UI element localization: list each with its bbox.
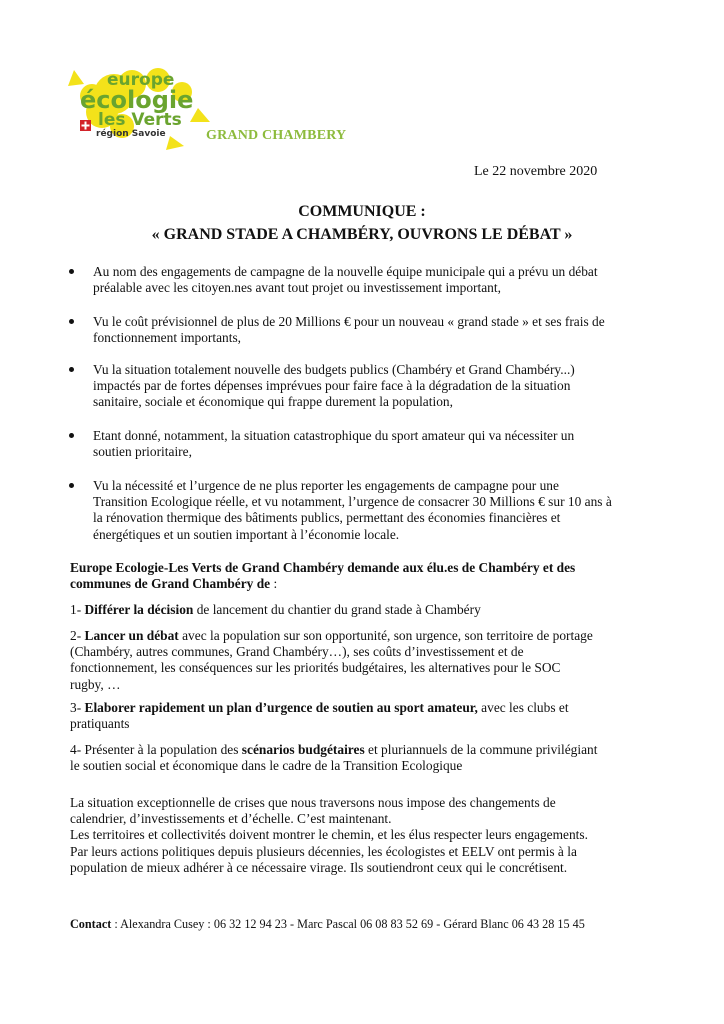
bullet-item [93, 264, 663, 296]
contact-line [70, 917, 585, 932]
demand-item-3 [70, 700, 670, 732]
bullet-line: sanitaire, sociale et économique qui frappe durement la population, [93, 394, 453, 410]
bullet-line: Transition Ecologique réelle, et vu notamment, l’urgence de consacrer 30 Millions € sur 10 ans à [93, 494, 612, 510]
item-line: le soutien social et économique dans le cadre de la Transition Ecologique [70, 758, 463, 774]
bullet-line: Vu la nécessité et l’urgence de ne plus reporter les engagements de campagne pour une [93, 478, 559, 493]
bullet-dot-icon [69, 269, 74, 274]
item-bold: Elaborer rapidement un plan d’urgence de soutien au sport amateur, [84, 700, 478, 715]
closing-line: population de mieux adhérer à ce nécessaire virage. Ils soutiendront ceux qui le concrétisent. [70, 859, 568, 875]
bullet-dot-icon [69, 319, 74, 324]
demand-item-1 [70, 602, 670, 618]
item-text: avec la population sur son opportunité, son urgence, son territoire de portage [178, 628, 593, 643]
bullet-line: énergétiques et un soutien important à l’économie locale. [93, 526, 400, 542]
demand-line: communes de Grand Chambéry de [70, 576, 271, 592]
bullet-line: soutien prioritaire, [93, 444, 192, 460]
logo-line-ecologie: écologie [80, 86, 194, 114]
date-line: Le 22 novembre 2020 [474, 164, 598, 179]
logo-line-les-verts: les Verts [98, 110, 182, 130]
bullet-line: Vu la situation totalement nouvelle des budgets publics (Chambéry et Grand Chambéry...) [93, 362, 575, 377]
item-number: 1- [70, 602, 85, 617]
bullet-item [93, 314, 663, 346]
demand-line: Europe Ecologie-Les Verts de Grand Chambéry demande aux élu.es de Chambéry et des [70, 560, 576, 575]
bullet-line: Etant donné, notamment, la situation catastrophique du sport amateur qui va nécessiter un [93, 428, 575, 443]
bullet-line: Vu le coût prévisionnel de plus de 20 Millions € pour un nouveau « grand stade » et ses frais de [93, 314, 605, 329]
bullet-line: préalable avec les citoyen.nes avant tout projet ou investissement important, [93, 280, 501, 296]
item-number: 3- [70, 700, 85, 715]
closing-line: calendrier, d’investissements et d’échelle. C’est maintenant. [70, 811, 392, 827]
bullet-line: la rénovation thermique des bâtiments publics, permettant des économies financières et [93, 510, 561, 526]
item-line: (Chambéry, autres communes, Grand Chambéry…), ses coûts d’investissement et de [70, 644, 524, 660]
title-line-1: COMMUNIQUE : [298, 203, 426, 220]
closing-paragraph [70, 795, 670, 876]
logo-line-europe: europe [107, 70, 175, 90]
org-name: GRAND CHAMBERY [206, 128, 347, 143]
item-number: 2- [70, 628, 85, 643]
item-bold: scénarios budgétaires [241, 742, 365, 757]
item-text: avec les clubs et [477, 700, 569, 715]
demand-colon: : [270, 576, 278, 592]
closing-line: Les territoires et collectivités doivent montrer le chemin, et les élus respecter leurs engagements. [70, 827, 588, 843]
item-text: de lancement du chantier du grand stade à Chambéry [193, 602, 481, 617]
demand-item-2 [70, 628, 670, 693]
bullet-dot-icon [69, 367, 74, 372]
closing-line: Par leurs actions politiques depuis plusieurs décennies, les écologistes et EELV ont permis à la [70, 843, 577, 859]
item-line: fonctionnement, les conséquences sur les priorités budgétaires, les alternatives pour le SOC [70, 660, 561, 676]
bullet-item [93, 478, 663, 543]
demand-paragraph [70, 560, 670, 592]
closing-line: La situation exceptionnelle de crises que nous traversons nous impose des changements de [70, 795, 556, 810]
item-line: rugby, … [70, 676, 121, 692]
item-bold: Lancer un débat [84, 628, 179, 643]
bullet-line: impactés par de fortes dépenses imprévues pour faire face à la dégradation de la situation [93, 378, 571, 394]
bullet-item [93, 428, 663, 460]
bullet-item [93, 362, 663, 411]
item-line: pratiquants [70, 716, 130, 732]
item-number: 4- Présenter à la population des [70, 742, 242, 757]
item-bold: Différer la décision [84, 602, 194, 617]
bullet-line: Au nom des engagements de campagne de la nouvelle équipe municipale qui a prévu un débat [93, 264, 598, 279]
bullet-dot-icon [69, 483, 74, 488]
bullet-line: fonctionnement importants, [93, 330, 242, 346]
bullet-dot-icon [69, 433, 74, 438]
eelv-logo [62, 64, 212, 152]
demand-item-4 [70, 742, 670, 774]
contact-label: Contact [70, 917, 112, 931]
title-line-2: « GRAND STADE A CHAMBÉRY, OUVRONS LE DÉBAT » [151, 226, 573, 243]
contact-text: : Alexandra Cusey : 06 32 12 94 23 - Marc Pascal 06 08 83 52 69 - Gérard Blanc 06 43 28 15 45 [111, 917, 585, 931]
logo-line-region: région Savoie [96, 129, 166, 139]
item-text: et pluriannuels de la commune privilégiant [364, 742, 598, 757]
